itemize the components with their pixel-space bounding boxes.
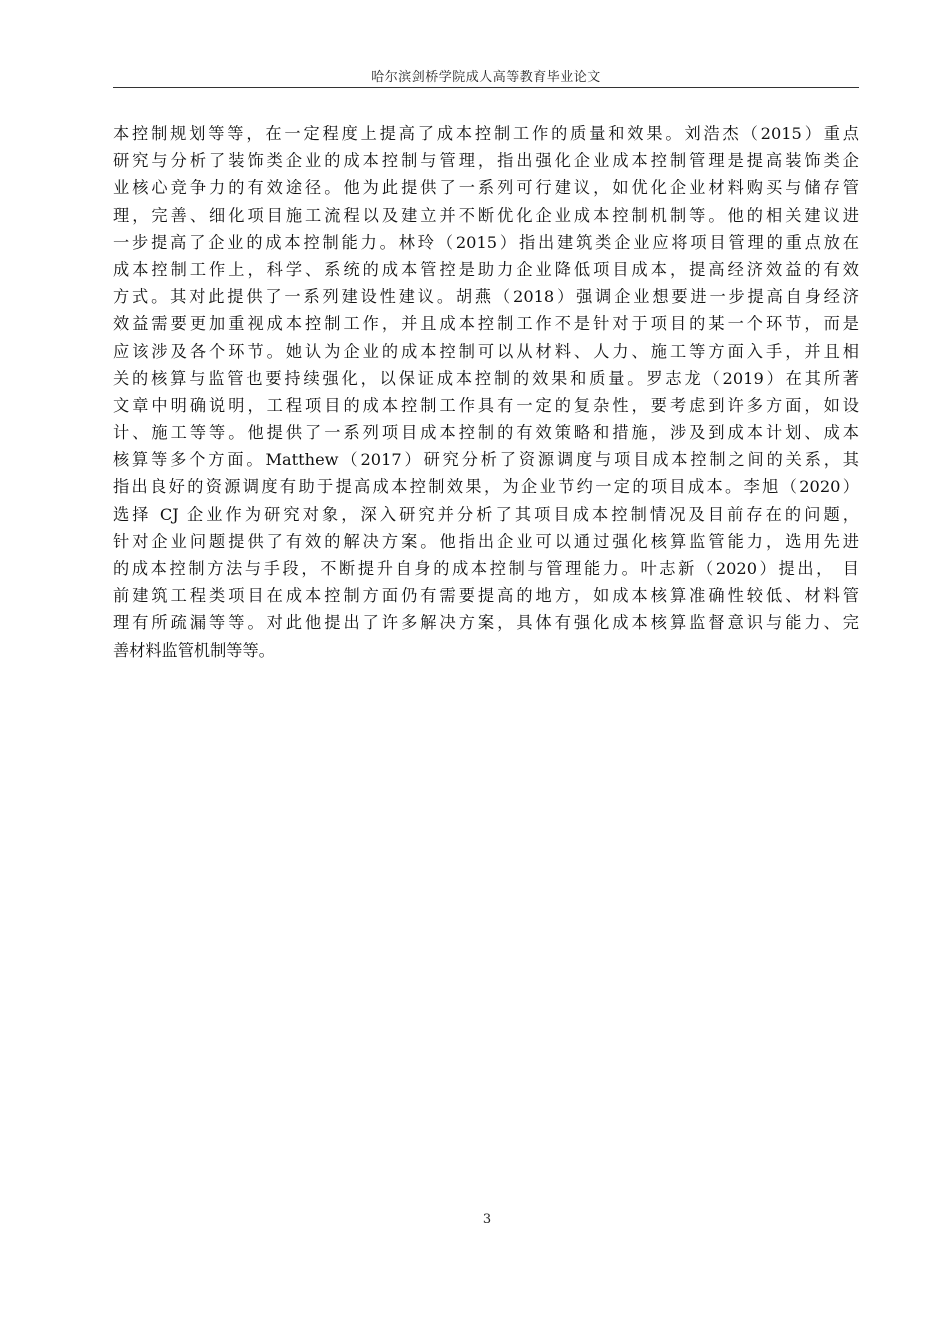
paragraph-line: 核算等多个方面。Matthew（2017）研究分析了资源调度与项目成本控制之间的关系，其 [113, 450, 859, 470]
paragraph-line: 文章中明确说明，工程项目的成本控制工作具有一定的复杂性，要考虑到许多方面，如设 [113, 395, 859, 415]
paragraph-line: 研究与分析了装饰类企业的成本控制与管理，指出强化企业成本控制管理是提高装饰类企 [113, 151, 859, 171]
paragraph-line: 理有所疏漏等等。对此他提出了许多解决方案，具体有强化成本核算监督意识与能力、完 [113, 613, 859, 633]
paragraph-line: 前建筑工程类项目在成本控制方面仍有需要提高的地方，如成本核算准确性较低、材料管 [113, 586, 859, 606]
paragraph-line: 业核心竞争力的有效途径。他为此提供了一系列可行建议，如优化企业材料购买与储存管 [113, 178, 859, 198]
paragraph-line: 针对企业问题提供了有效的解决方案。他指出企业可以通过强化核算监管能力，选用先进 [113, 531, 859, 551]
paragraph-line: 计、施工等等。他提供了一系列项目成本控制的有效策略和措施，涉及到成本计划、成本 [113, 423, 859, 443]
body-paragraph [113, 120, 859, 664]
page-number: 3 [482, 1212, 492, 1227]
paragraph-line: 应该涉及各个环节。她认为企业的成本控制可以从材料、人力、施工等方面入手，并且相 [113, 341, 859, 361]
paragraph-line: 选择 CJ 企业作为研究对象，深入研究并分析了其项目成本控制情况及目前存在的问题， [113, 504, 859, 524]
paragraph-line: 一步提高了企业的成本控制能力。林玲（2015）指出建筑类企业应将项目管理的重点放在 [113, 232, 859, 252]
paragraph-line: 关的核算与监管也要持续强化，以保证成本控制的效果和质量。罗志龙（2019）在其所著 [113, 368, 859, 388]
paragraph-line: 方式。其对此提供了一系列建设性建议。胡燕（2018）强调企业想要进一步提高自身经济 [113, 287, 859, 307]
paragraph-line: 本控制规划等等，在一定程度上提高了成本控制工作的质量和效果。刘浩杰（2015）重点 [113, 124, 859, 143]
page-header-title: 哈尔滨剑桥学院成人高等教育毕业论文 [371, 70, 601, 85]
paragraph-line: 效益需要更加重视成本控制工作，并且成本控制工作不是针对于项目的某一个环节，而是 [113, 314, 859, 334]
paragraph-line: 指出良好的资源调度有助于提高成本控制效果，为企业节约一定的项目成本。李旭（2020） [113, 477, 859, 497]
paragraph-line: 的成本控制方法与手段，不断提升自身的成本控制与管理能力。叶志新（2020）提出， 目 [113, 559, 859, 578]
paragraph-line: 成本控制工作上，科学、系统的成本管控是助力企业降低项目成本，提高经济效益的有效 [113, 259, 859, 279]
header-divider [113, 87, 859, 88]
paragraph-line: 理，完善、细化项目施工流程以及建立并不断优化企业成本控制机制等。他的相关建议进 [113, 205, 859, 225]
paragraph-line: 善材料监管机制等等。 [113, 640, 275, 660]
